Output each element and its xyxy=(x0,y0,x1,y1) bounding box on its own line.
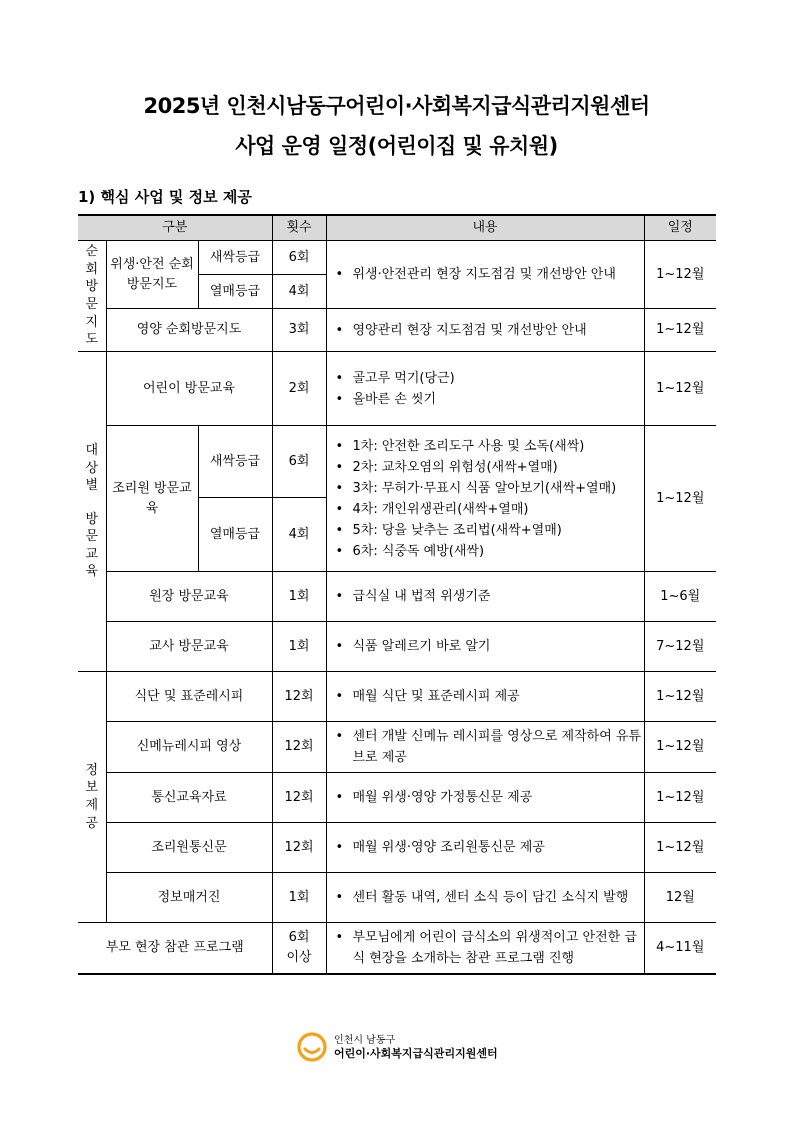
content-cell xyxy=(326,923,644,974)
list-item: • 위생·안전관리 현장 지도점검 및 개선방안 안내 xyxy=(333,264,642,285)
document-title-line2: 사업 운영 일정(어린이집 및 유치원) xyxy=(235,134,558,158)
header-content: 내용 xyxy=(326,215,644,241)
table-row xyxy=(78,923,716,974)
info-item-label: 정보매거진 xyxy=(106,873,272,923)
table-row xyxy=(78,773,716,823)
list-item: • 올바른 손 씻기 xyxy=(333,389,642,410)
table-row xyxy=(78,426,716,498)
list-item: • 급식실 내 법적 위생기준 xyxy=(333,586,642,607)
grade-sprout: 새싹등급 xyxy=(198,426,272,498)
table-row xyxy=(78,672,716,722)
count-cell: 6회 xyxy=(272,241,326,275)
footer-logo xyxy=(296,1031,498,1063)
header-schedule: 일정 xyxy=(644,215,716,241)
count-cell: 4회 xyxy=(272,498,326,572)
count-cell: 1회 xyxy=(272,622,326,672)
schedule-cell: 1~12월 xyxy=(644,672,716,722)
list-item: • 6차: 식중독 예방(새싹) xyxy=(333,541,642,562)
grade-fruit: 열매등급 xyxy=(198,498,272,572)
list-item: • 매월 식단 및 표준레시피 제공 xyxy=(333,686,642,707)
header-count: 횟수 xyxy=(272,215,326,241)
list-item: • 센터 활동 내역, 센터 소식 등이 담긴 소식지 발행 xyxy=(333,887,642,908)
content-cell xyxy=(326,309,644,352)
table-row xyxy=(78,309,716,352)
grade-fruit: 열매등급 xyxy=(198,275,272,309)
info-item-label: 조리원통신문 xyxy=(106,823,272,873)
list-item: • 3차: 무허가·무표시 식품 알아보기(새싹+열매) xyxy=(333,478,642,499)
list-item: • 식품 알레르기 바로 알기 xyxy=(333,636,642,657)
count-cell: 12회 xyxy=(272,823,326,873)
content-cell xyxy=(326,722,644,773)
schedule-cell: 1~6월 xyxy=(644,572,716,622)
table-row xyxy=(78,352,716,426)
teacher-education-label: 교사 방문교육 xyxy=(106,622,272,672)
child-education-label: 어린이 방문교육 xyxy=(106,352,272,426)
list-item: • 2차: 교차오염의 위험성(새싹+열매) xyxy=(333,457,642,478)
content-cell xyxy=(326,672,644,722)
group-label-visiting-education: 대 상 별 방 문 교 육 xyxy=(78,352,106,672)
table-row xyxy=(78,622,716,672)
schedule-cell: 1~12월 xyxy=(644,823,716,873)
table-header-row xyxy=(78,215,716,241)
list-item: • 1차: 안전한 조리도구 사용 및 소독(새싹) xyxy=(333,436,642,457)
footer-line1: 인천시 남동구 xyxy=(334,1035,396,1046)
section-heading: 1) 핵심 사업 및 정보 제공 xyxy=(78,188,252,206)
info-item-label: 신메뉴레시피 영상 xyxy=(106,722,272,773)
count-cell: 12회 xyxy=(272,722,326,773)
schedule-cell: 1~12월 xyxy=(644,309,716,352)
count-cell: 2회 xyxy=(272,352,326,426)
list-item: • 골고루 먹기(당근) xyxy=(333,368,642,389)
smile-logo-icon xyxy=(296,1031,328,1063)
schedule-cell: 1~12월 xyxy=(644,241,716,309)
count-cell: 12회 xyxy=(272,773,326,823)
schedule-table xyxy=(78,214,716,975)
parent-program-label: 부모 현장 참관 프로그램 xyxy=(78,923,272,974)
count-cell: 1회 xyxy=(272,572,326,622)
list-item: • 부모님에게 어린이 급식소의 위생적이고 안전한 급식 현장을 소개하는 참관 프로그램 진행 xyxy=(333,927,642,969)
footer-line2: 어린이·사회복지급식관리지원센터 xyxy=(334,1047,498,1060)
list-item: • 4차: 개인위생관리(새싹+열매) xyxy=(333,499,642,520)
count-cell: 1회 xyxy=(272,873,326,923)
cook-education-label: 조리원 방문교육 xyxy=(106,426,198,572)
list-item: • 영양관리 현장 지도점검 및 개선방안 안내 xyxy=(333,320,642,341)
content-cell xyxy=(326,426,644,572)
count-cell: 6회 xyxy=(272,426,326,498)
list-item: • 센터 개발 신메뉴 레시피를 영상으로 제작하여 유튜브로 제공 xyxy=(333,726,642,768)
schedule-cell: 12월 xyxy=(644,873,716,923)
schedule-cell: 7~12월 xyxy=(644,622,716,672)
count-cell: 6회 이상 xyxy=(272,923,326,974)
content-cell xyxy=(326,241,644,309)
content-cell xyxy=(326,823,644,873)
content-cell xyxy=(326,572,644,622)
info-item-label: 통신교육자료 xyxy=(106,773,272,823)
schedule-cell: 4~11월 xyxy=(644,923,716,974)
director-education-label: 원장 방문교육 xyxy=(106,572,272,622)
schedule-cell: 1~12월 xyxy=(644,773,716,823)
group-label-information: 정 보 제 공 xyxy=(78,672,106,923)
list-item: • 매월 위생·영양 가정통신문 제공 xyxy=(333,787,642,808)
content-cell xyxy=(326,352,644,426)
list-item: • 5차: 당을 낮추는 조리법(새싹+열매) xyxy=(333,520,642,541)
count-cell: 3회 xyxy=(272,309,326,352)
table-row xyxy=(78,873,716,923)
list-item: • 매월 위생·영양 조리원통신문 제공 xyxy=(333,837,642,858)
table-row xyxy=(78,241,716,275)
document-title-line1: 2025년 인천시남동구어린이·사회복지급식관리지원센터 xyxy=(143,94,650,118)
schedule-cell: 1~12월 xyxy=(644,352,716,426)
schedule-cell: 1~12월 xyxy=(644,722,716,773)
nutrition-visit-label: 영양 순회방문지도 xyxy=(106,309,272,352)
content-cell xyxy=(326,773,644,823)
schedule-cell: 1~12월 xyxy=(644,426,716,572)
content-cell xyxy=(326,873,644,923)
info-item-label: 식단 및 표준레시피 xyxy=(106,672,272,722)
table-row xyxy=(78,572,716,622)
content-cell xyxy=(326,622,644,672)
grade-sprout: 새싹등급 xyxy=(198,241,272,275)
count-cell: 4회 xyxy=(272,275,326,309)
header-category: 구분 xyxy=(78,215,272,241)
table-row xyxy=(78,722,716,773)
group-label-visit-guidance: 순 회 방 문 지 도 xyxy=(78,241,106,352)
safety-visit-label: 위생·안전 순회방문지도 xyxy=(106,241,198,309)
count-cell: 12회 xyxy=(272,672,326,722)
table-row xyxy=(78,823,716,873)
